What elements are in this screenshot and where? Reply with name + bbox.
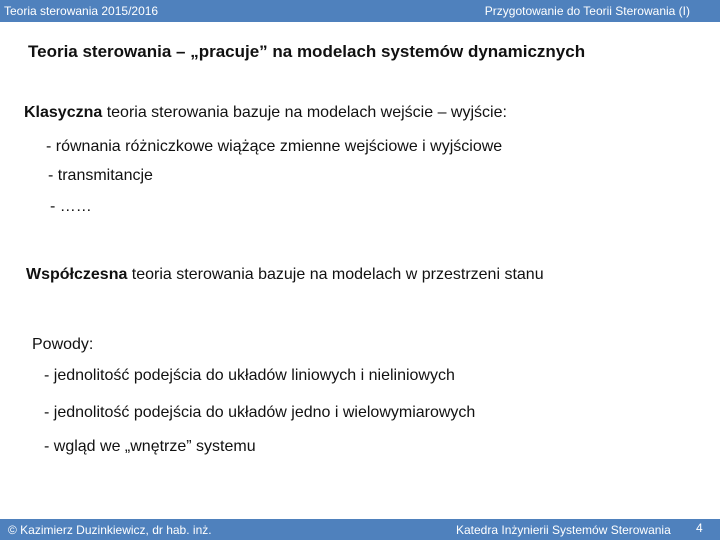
reasons-heading: Powody: (32, 336, 94, 353)
classical-line (24, 104, 507, 122)
classical-item-2: - transmitancje (48, 167, 153, 184)
classical-item-1: - równania różniczkowe wiążące zmienne wejściowe i wyjściowe (46, 138, 503, 155)
header-bar (0, 0, 720, 22)
classical-rest: teoria sterowania bazuje na modelach wejście – wyjście: (102, 104, 507, 121)
footer-bar (0, 519, 720, 540)
footer-author: © Kazimierz Duzinkiewicz, dr hab. inż. (8, 523, 212, 537)
section-title: Przygotowanie do Teorii Sterowania (I) (484, 4, 690, 18)
modern-rest: teoria sterowania bazuje na modelach w przestrzeni stanu (127, 266, 544, 283)
reason-item-1: - jednolitość podejścia do układów liniowych i nieliniowych (44, 367, 455, 384)
course-title: Teoria sterowania 2015/2016 (4, 4, 159, 18)
reason-item-3: - wgląd we „wnętrze” systemu (44, 438, 256, 455)
modern-line (26, 266, 544, 284)
footer-department: Katedra Inżynierii Systemów Sterowania (456, 523, 671, 537)
classical-item-3: - …… (50, 198, 92, 215)
reason-item-2: - jednolitość podejścia do układów jedno i wielowymiarowych (44, 404, 476, 421)
page-number: 4 (696, 521, 703, 535)
slide-title: Teoria sterowania – „pracuje” na modelach systemów dynamicznych (28, 42, 586, 61)
classical-bold: Klasyczna (24, 104, 103, 121)
modern-bold: Współczesna (26, 266, 128, 283)
